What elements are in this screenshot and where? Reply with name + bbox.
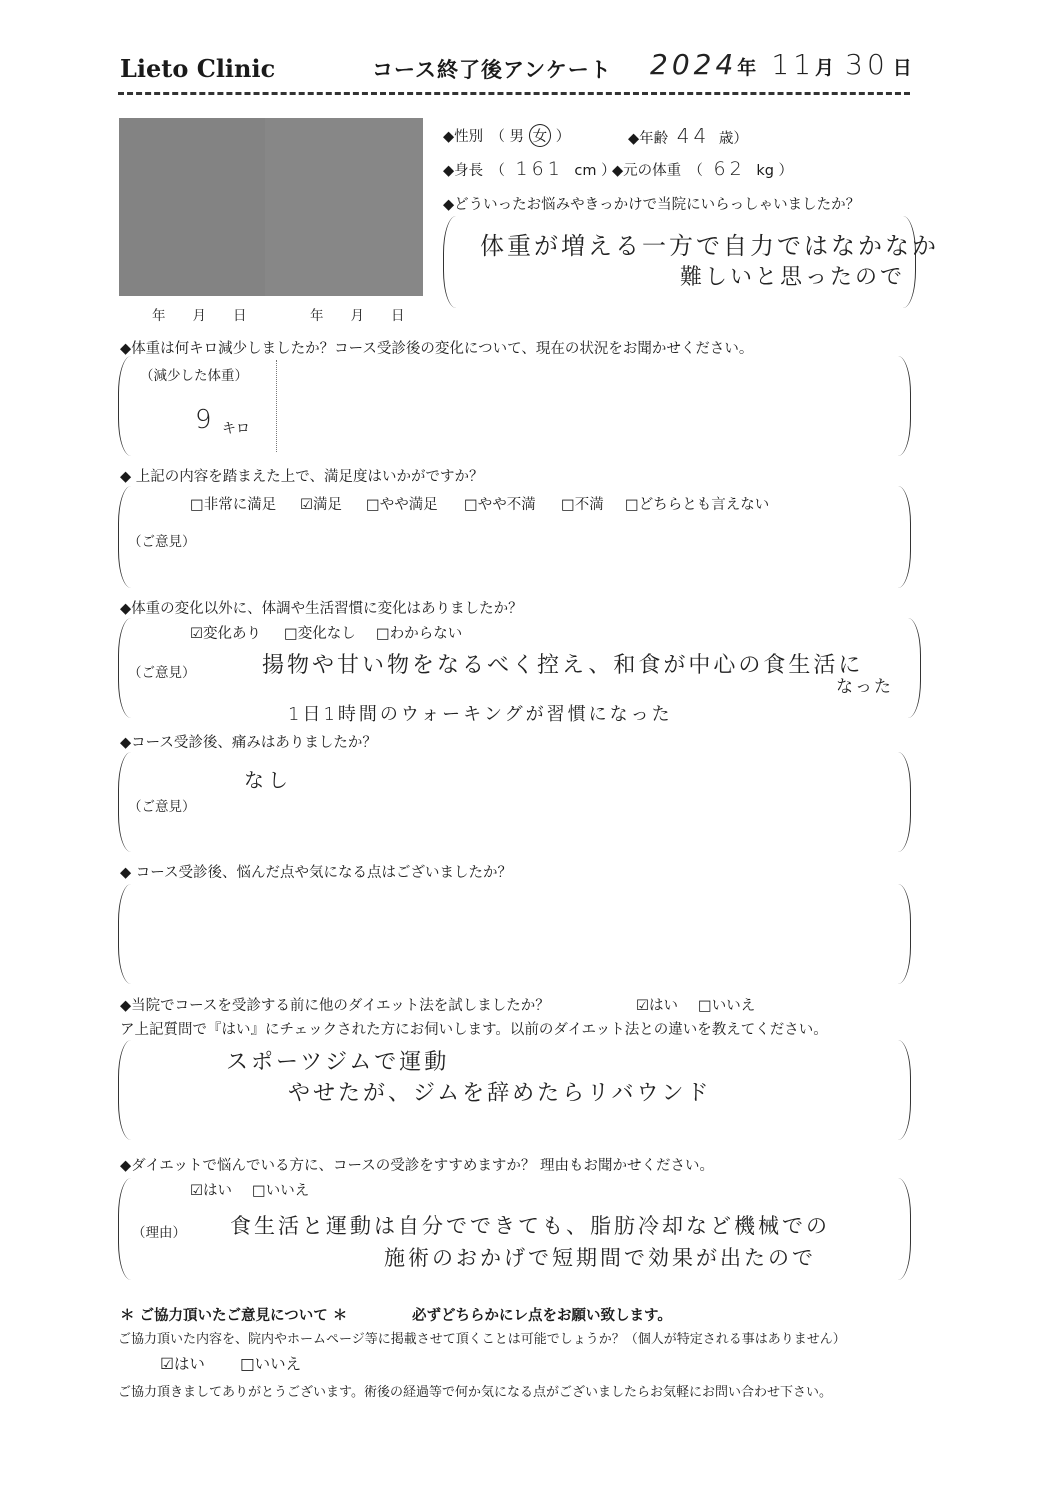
q3-option-changed[interactable]: ☑変化あり bbox=[190, 626, 261, 642]
q6-option-no[interactable]: □いいえ bbox=[698, 998, 756, 1014]
q5-bracket-right bbox=[898, 884, 911, 984]
q6-option-yes[interactable]: ☑はい bbox=[636, 998, 678, 1014]
before-photo-date: 年 月 日 bbox=[152, 308, 247, 324]
footer-request: 必ずどちらかにレ点をお願い致します。 bbox=[412, 1308, 672, 1324]
q3-bracket-right bbox=[908, 618, 921, 718]
gender-field bbox=[443, 124, 570, 147]
survey-title: コース終了後アンケート bbox=[372, 58, 612, 82]
weight-field bbox=[612, 158, 793, 180]
survey-date bbox=[650, 48, 912, 81]
q1-bracket-left bbox=[118, 356, 131, 456]
q7-answer-line2: 施術のおかげで短期間で効果が出たので bbox=[384, 1246, 816, 1270]
weight-label: ◆元の体重 （ bbox=[612, 163, 703, 179]
before-photo bbox=[119, 118, 265, 296]
q1-bracket-right bbox=[898, 356, 911, 456]
q6-sub-question: ア上記質問で『はい』にチェックされた方にお伺いします。以前のダイエット法との違いを教えてください。 bbox=[120, 1022, 828, 1038]
height-field bbox=[443, 158, 616, 180]
age-label: ◆年齢 bbox=[628, 131, 669, 147]
height-unit: cm ） bbox=[574, 163, 616, 179]
reason-question: ◆どういったお悩みやきっかけで当院にいらっしゃいましたか？ bbox=[443, 197, 861, 213]
q3-answer-line2: 1日1時間のウォーキングが習慣になった bbox=[288, 704, 673, 725]
q7-option-yes[interactable]: ☑はい bbox=[190, 1183, 232, 1199]
after-photo bbox=[265, 118, 423, 296]
after-photo-date: 年 月 日 bbox=[310, 308, 405, 324]
reason-answer-line1: 体重が増える一方で自力ではなかなか bbox=[480, 232, 939, 260]
q3-option-unknown[interactable]: □わからない bbox=[376, 626, 463, 642]
gender-close: ） bbox=[555, 129, 571, 145]
gender-female-circled: 女 bbox=[529, 124, 552, 147]
footer-heading: ＊ ご協力頂いたご意見について ＊ bbox=[120, 1308, 348, 1324]
weight-value: 62 bbox=[713, 158, 746, 180]
q3-answer-line1-continued: なった bbox=[836, 677, 893, 697]
footer-permission-question: ご協力頂いた内容を、院内やホームページ等に掲載させて頂くことは可能でしょうか？（個人が特定される事はありません） bbox=[118, 1332, 846, 1347]
age-unit: 歳） bbox=[718, 131, 748, 147]
footer-option-yes[interactable]: ☑はい bbox=[160, 1355, 205, 1373]
age-field bbox=[628, 124, 748, 148]
footer-thanks: ご協力頂きましてありがとうございます。術後の経過等で何か気になる点がございましたらお気軽にお問い合わせ下さい。 bbox=[118, 1385, 832, 1400]
gender-label: ◆性別 （ 男 bbox=[443, 129, 525, 145]
q5-question: ◆ コース受診後、悩んだ点や気になる点はございましたか？ bbox=[120, 865, 513, 881]
q6-answer-line2: やせたが、ジムを辞めたらリバウンド bbox=[288, 1081, 712, 1106]
q1-divider bbox=[276, 360, 277, 452]
q2-option-satisfied[interactable]: ☑満足 bbox=[300, 497, 342, 513]
date-day-unit: 日 bbox=[892, 57, 912, 79]
q5-bracket-left bbox=[118, 884, 131, 984]
q1-unit: キロ bbox=[222, 421, 250, 437]
q4-bracket-right bbox=[898, 752, 911, 852]
q2-option-very-satisfied[interactable]: □非常に満足 bbox=[190, 497, 277, 513]
q1-sub-label: （減少した体重） bbox=[140, 368, 248, 384]
height-label: ◆身長 （ bbox=[443, 163, 505, 179]
q3-question: ◆体重の変化以外に、体調や生活習慣に変化はありましたか？ bbox=[120, 601, 523, 617]
q6-question: ◆当院でコースを受診する前に他のダイエット法を試しましたか？ bbox=[120, 998, 550, 1014]
q6-answer-line1: スポーツジムで運動 bbox=[226, 1050, 450, 1075]
q6-bracket-right bbox=[898, 1040, 911, 1140]
clinic-name: Lieto Clinic bbox=[120, 54, 276, 83]
q2-bracket-right bbox=[898, 486, 911, 588]
reason-bracket-left bbox=[443, 216, 456, 308]
q4-opinion-label: （ご意見） bbox=[128, 799, 196, 815]
q7-bracket-left bbox=[118, 1178, 131, 1280]
q6-bracket-left bbox=[118, 1040, 131, 1140]
q2-option-somewhat-satisfied[interactable]: □やや満足 bbox=[366, 497, 438, 513]
date-month-unit: 月 bbox=[815, 57, 835, 79]
weight-unit: kg ） bbox=[756, 163, 794, 179]
date-year-unit: 年 bbox=[737, 57, 757, 79]
q7-reason-label: （理由） bbox=[132, 1225, 186, 1241]
date-month: 11 bbox=[771, 48, 816, 81]
q2-question: ◆ 上記の内容を踏まえた上で、満足度はいかがですか？ bbox=[120, 469, 484, 485]
date-day: 30 bbox=[845, 48, 889, 81]
q1-question: ◆体重は何キロ減少しましたか？コース受診後の変化について、現在の状況をお聞かせください。 bbox=[120, 341, 754, 357]
q7-answer-line1: 食生活と運動は自分でできても、脂肪冷却など機械での bbox=[230, 1214, 830, 1238]
date-year: 2024 bbox=[650, 48, 738, 81]
footer-option-no[interactable]: □いいえ bbox=[240, 1355, 302, 1373]
q2-option-neutral[interactable]: □どちらとも言えない bbox=[625, 497, 770, 513]
q2-option-somewhat-dissatisfied[interactable]: □やや不満 bbox=[464, 497, 536, 513]
q4-answer: なし bbox=[244, 768, 292, 792]
q7-option-no[interactable]: □いいえ bbox=[252, 1183, 310, 1199]
reason-answer-line2: 難しいと思ったので bbox=[680, 265, 906, 290]
q1-value: 9 bbox=[195, 405, 216, 435]
age-value: 44 bbox=[676, 124, 711, 148]
q2-option-dissatisfied[interactable]: □不満 bbox=[561, 497, 604, 513]
header-divider bbox=[118, 92, 910, 95]
q7-question: ◆ダイエットで悩んでいる方に、コースの受診をすすめますか？ 理由もお聞かせください。 bbox=[120, 1158, 715, 1174]
q2-opinion-label: （ご意見） bbox=[128, 534, 196, 550]
q7-bracket-right bbox=[898, 1178, 911, 1280]
q3-option-no-change[interactable]: □変化なし bbox=[284, 626, 356, 642]
height-value: 161 bbox=[515, 158, 564, 180]
q4-question: ◆コース受診後、痛みはありましたか？ bbox=[120, 735, 377, 751]
q3-opinion-label: （ご意見） bbox=[128, 665, 196, 681]
q3-answer-line1: 揚物や甘い物をなるべく控え、和食が中心の食生活に bbox=[262, 653, 864, 678]
